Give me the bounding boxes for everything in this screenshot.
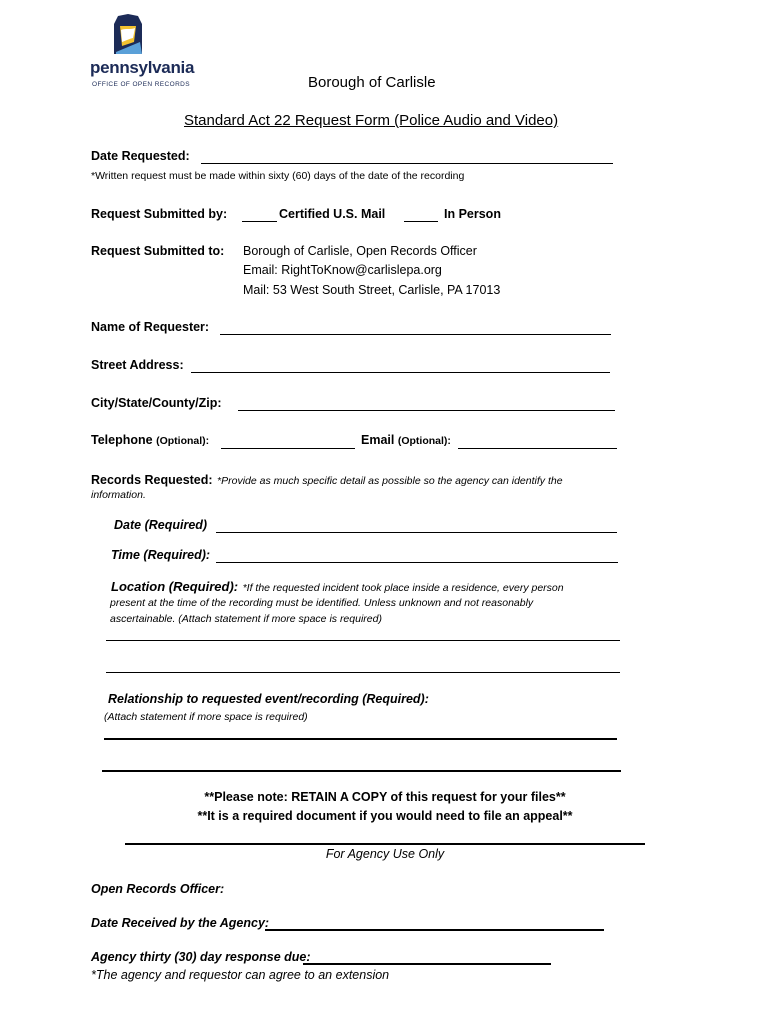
record-location-note3: ascertainable. (Attach statement if more space is required) — [110, 613, 382, 625]
extension-note: *The agency and requestor can agree to an extension — [91, 968, 390, 982]
logo-wordmark: pennsylvania — [90, 58, 195, 77]
record-location-note: *If the requested incident took place inside a residence, every person — [242, 582, 564, 594]
record-date-field[interactable] — [216, 532, 617, 533]
agency-use-heading: For Agency Use Only — [325, 847, 445, 861]
email-field[interactable] — [458, 448, 617, 449]
response-due-label: Agency thirty (30) day response due: — [91, 950, 311, 964]
street-address-field[interactable] — [191, 372, 610, 373]
city-state-zip-label: City/State/County/Zip: — [91, 396, 222, 410]
email-label-text: Email — [361, 433, 395, 447]
telephone-label-text: Telephone — [91, 433, 153, 447]
location-line-2[interactable] — [106, 672, 620, 673]
street-address-label: Street Address: — [91, 358, 184, 372]
city-state-zip-field[interactable] — [238, 410, 615, 411]
relationship-note: (Attach statement if more space is required) — [104, 711, 308, 723]
relationship-line-2[interactable] — [102, 770, 621, 772]
submitted-to-mail: Mail: 53 West South Street, Carlisle, PA 17013 — [243, 283, 501, 297]
date-requested-label: Date Requested: — [91, 149, 190, 163]
location-line-1[interactable] — [106, 640, 620, 641]
records-requested-label: Records Requested: — [91, 473, 213, 487]
agency-divider — [125, 843, 645, 845]
record-location — [111, 578, 564, 596]
records-requested-note-cont: information. — [91, 489, 146, 501]
keystone-logo-icon — [88, 12, 180, 92]
record-location-note2: present at the time of the recording must be identified. Unless unknown and not reasonably — [110, 597, 534, 609]
date-received-label: Date Received by the Agency: — [91, 916, 270, 930]
telephone-label — [91, 433, 209, 447]
logo-subtitle: OFFICE OF OPEN RECORDS — [92, 81, 191, 88]
date-received-field[interactable] — [265, 929, 604, 931]
submitted-to-email: Email: RightToKnow@carlislepa.org — [243, 263, 442, 277]
appeal-notice: **It is a required document if you would need to file an appeal** — [197, 809, 573, 823]
open-records-officer-label: Open Records Officer: — [91, 882, 225, 896]
record-time-field[interactable] — [216, 562, 618, 563]
date-requested-field[interactable] — [201, 163, 613, 164]
requester-name-field[interactable] — [220, 334, 611, 335]
borough-title: Borough of Carlisle — [308, 74, 436, 91]
record-location-label: Location (Required): — [111, 579, 239, 594]
email-optional: (Optional): — [397, 435, 451, 447]
relationship-line-1[interactable] — [104, 738, 617, 740]
requester-name-label: Name of Requester: — [91, 320, 210, 334]
in-person-option: In Person — [444, 207, 501, 221]
retain-copy-notice: **Please note: RETAIN A COPY of this request for your files** — [204, 790, 566, 804]
relationship-label: Relationship to requested event/recording (Required): — [108, 692, 429, 706]
form-title: Standard Act 22 Request Form (Police Audio and Video) — [184, 112, 559, 129]
submitted-to-label: Request Submitted to: — [91, 244, 225, 258]
email-label — [361, 433, 451, 447]
telephone-field[interactable] — [221, 448, 355, 449]
submitted-by-label: Request Submitted by: — [91, 207, 228, 221]
date-requested-note: *Written request must be made within sixty (60) days of the date of the recording — [91, 170, 465, 182]
submitted-to-line1: Borough of Carlisle, Open Records Officer — [243, 244, 477, 258]
in-person-checkline[interactable] — [404, 221, 438, 222]
record-time-label: Time (Required): — [111, 548, 211, 562]
certified-mail-checkline[interactable] — [242, 221, 277, 222]
certified-mail-option: Certified U.S. Mail — [279, 207, 386, 221]
telephone-optional: (Optional): — [156, 435, 210, 447]
records-requested-note: *Provide as much specific detail as possible so the agency can identify the — [217, 475, 563, 487]
record-date-label: Date (Required) — [114, 518, 208, 532]
response-due-field[interactable] — [303, 963, 551, 965]
records-requested — [91, 471, 563, 489]
